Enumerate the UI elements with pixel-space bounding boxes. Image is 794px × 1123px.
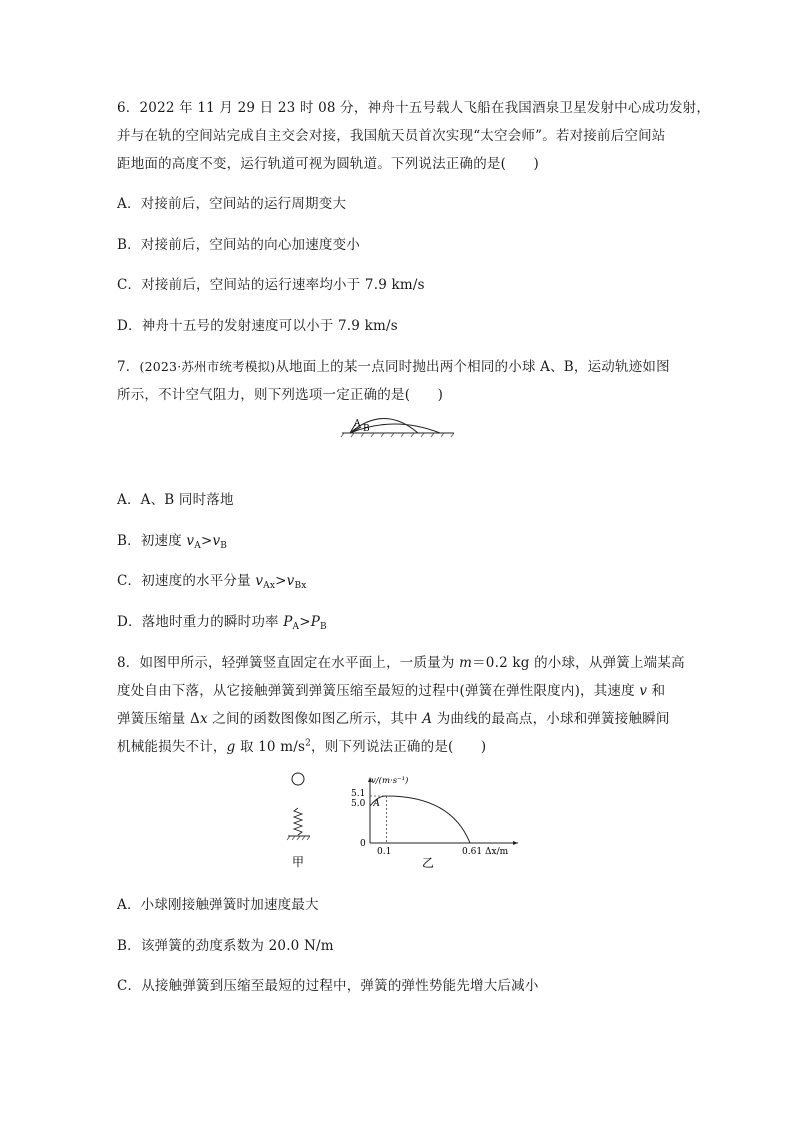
q7-option-b-sub2: B [220, 541, 228, 551]
origin-label: 0 [360, 839, 366, 849]
spring-icon [294, 808, 302, 835]
q7-option-b-gt: > [200, 533, 213, 549]
q8-option-c: C．从接触弹簧到压缩至最短的过程中，弹簧的弹性势能先增大后减小 [117, 978, 539, 994]
y-tick-label-5-1: 5.1 [351, 789, 366, 799]
q8-stem-4c: ，则下列说法正确的是( ) [311, 739, 487, 755]
q8-figure-jia [280, 770, 320, 870]
x-tick-label-0-61: 0.61 [462, 847, 483, 857]
x-tick-label-0-1: 0.1 [377, 847, 392, 857]
q7-option-d-p2: P [310, 614, 321, 630]
q6-stem-line-2: 并与在轨的空间站完成自主交会对接，我国航天员首次实现“太空会师”。若对接前后空间站 [117, 128, 666, 144]
q6-stem-line-3: 距地面的高度不变，运行轨道可视为圆轨道。下列说法正确的是( ) [117, 156, 539, 172]
q8-stem-3a: 弹簧压缩量 Δ [117, 711, 200, 727]
q6-option-d: D．神舟十五号的发射速度可以小于 7.9 km/s [117, 318, 398, 334]
point-a-label: A [373, 799, 380, 809]
q7-option-a: A．A、B 同时落地 [117, 492, 234, 508]
q8-stem-1a: 8．如图甲所示，轻弹簧竖直固定在水平面上，一质量为 [117, 655, 460, 671]
q7-stem-line-1 [117, 355, 670, 375]
q7-option-b-v2: v [212, 533, 221, 549]
q7-stem-line-2: 所示，不计空气阻力，则下列选项一定正确的是( ) [117, 387, 444, 403]
q6-option-c: C．对接前后，空间站的运行速率均小于 7.9 km/s [117, 277, 425, 293]
q8-option-b: B．该弹簧的劲度系数为 20.0 N/m [117, 938, 334, 954]
q8-stem-line-3 [117, 707, 670, 727]
q7-trajectory-figure [336, 418, 456, 438]
caption-yi: 乙 [422, 856, 435, 870]
q8-stem-x: x [199, 711, 208, 727]
q7-option-b-v1: v [186, 533, 195, 549]
q8-stem-4a: 机械能损失不计， [117, 739, 227, 755]
q8-stem-sup: 2 [305, 738, 312, 749]
label-b: B [363, 424, 370, 434]
q8-stem-2b: 和 [647, 683, 666, 699]
q8-stem-m: m [459, 655, 473, 671]
q8-stem-1b: ＝0.2 kg 的小球，从弹簧上端某高 [472, 655, 685, 671]
q7-option-c-gt: > [275, 573, 287, 589]
ground-hatching [341, 433, 454, 437]
q6-option-b: B．对接前后，空间站的向心加速度变小 [117, 237, 361, 253]
y-axis-label: v/(m·s⁻¹) [371, 776, 409, 786]
q7-option-d-sub2: B [320, 622, 327, 632]
q7-option-d-text: D．落地时重力的瞬时功率 [117, 614, 284, 630]
floor-hatching [287, 836, 310, 840]
q7-option-c-sub2: Bx [294, 581, 307, 591]
q6-option-a: A．对接前后，空间站的运行周期变大 [117, 196, 347, 212]
q8-stem-line-2 [117, 679, 665, 699]
ball-icon [292, 773, 304, 785]
q7-number: 7． [117, 359, 140, 375]
q7-option-b [117, 529, 227, 551]
q7-option-b-sub1: A [194, 541, 201, 551]
q7-option-d-gt: > [299, 614, 311, 630]
q7-option-c-sub1: Ax [263, 581, 276, 591]
q8-stem-4b: 取 10 m/s [235, 739, 306, 755]
q7-option-d-p1: P [283, 614, 293, 630]
q7-option-c-text: C．初速度的水平分量 [117, 573, 256, 589]
q8-stem-A: A [422, 711, 433, 727]
y-tick-label-5-0: 5.0 [351, 799, 366, 809]
q8-option-a: A．小球刚接触弹簧时加速度最大 [117, 897, 319, 913]
caption-jia: 甲 [292, 855, 305, 869]
q8-stem-line-4 [117, 735, 486, 755]
q8-stem-3c: 为曲线的最高点，小球和弹簧接触瞬间 [432, 711, 670, 727]
q6-stem-line-1: 6．2022 年 11 月 29 日 23 时 08 分，神舟十五号载人飞船在我国酒泉卫星发射中心成功发射， [117, 100, 711, 116]
q7-option-d-sub1: A [292, 622, 300, 632]
q8-stem-3b: 之间的函数图像如图乙所示，其中 [207, 711, 423, 727]
label-a: A [354, 419, 361, 429]
q8-stem-g: g [226, 739, 236, 755]
q7-option-d [117, 610, 327, 632]
q7-stem-text: 从地面上的某一点同时抛出两个相同的小球 A、B，运动轨迹如图 [275, 359, 670, 375]
q8-figure-yi-graph [340, 770, 530, 870]
q7-source: (2023·苏州市统考模拟) [139, 359, 276, 374]
x-axis-arrow [513, 841, 518, 845]
velocity-curve [370, 796, 470, 843]
x-axis-label: Δx/m [485, 847, 509, 857]
q8-stem-v: v [639, 683, 648, 699]
q7-option-c-v1: v [255, 573, 264, 589]
q7-option-c [117, 569, 307, 591]
q8-stem-2a: 度处自由下落，从它接触弹簧到弹簧压缩至最短的过程中(弹簧在弹性限度内)，其速度 [117, 683, 640, 699]
q7-option-c-v2: v [286, 573, 295, 589]
q8-stem-line-1 [117, 651, 685, 671]
q7-option-b-text: B．初速度 [117, 533, 187, 549]
